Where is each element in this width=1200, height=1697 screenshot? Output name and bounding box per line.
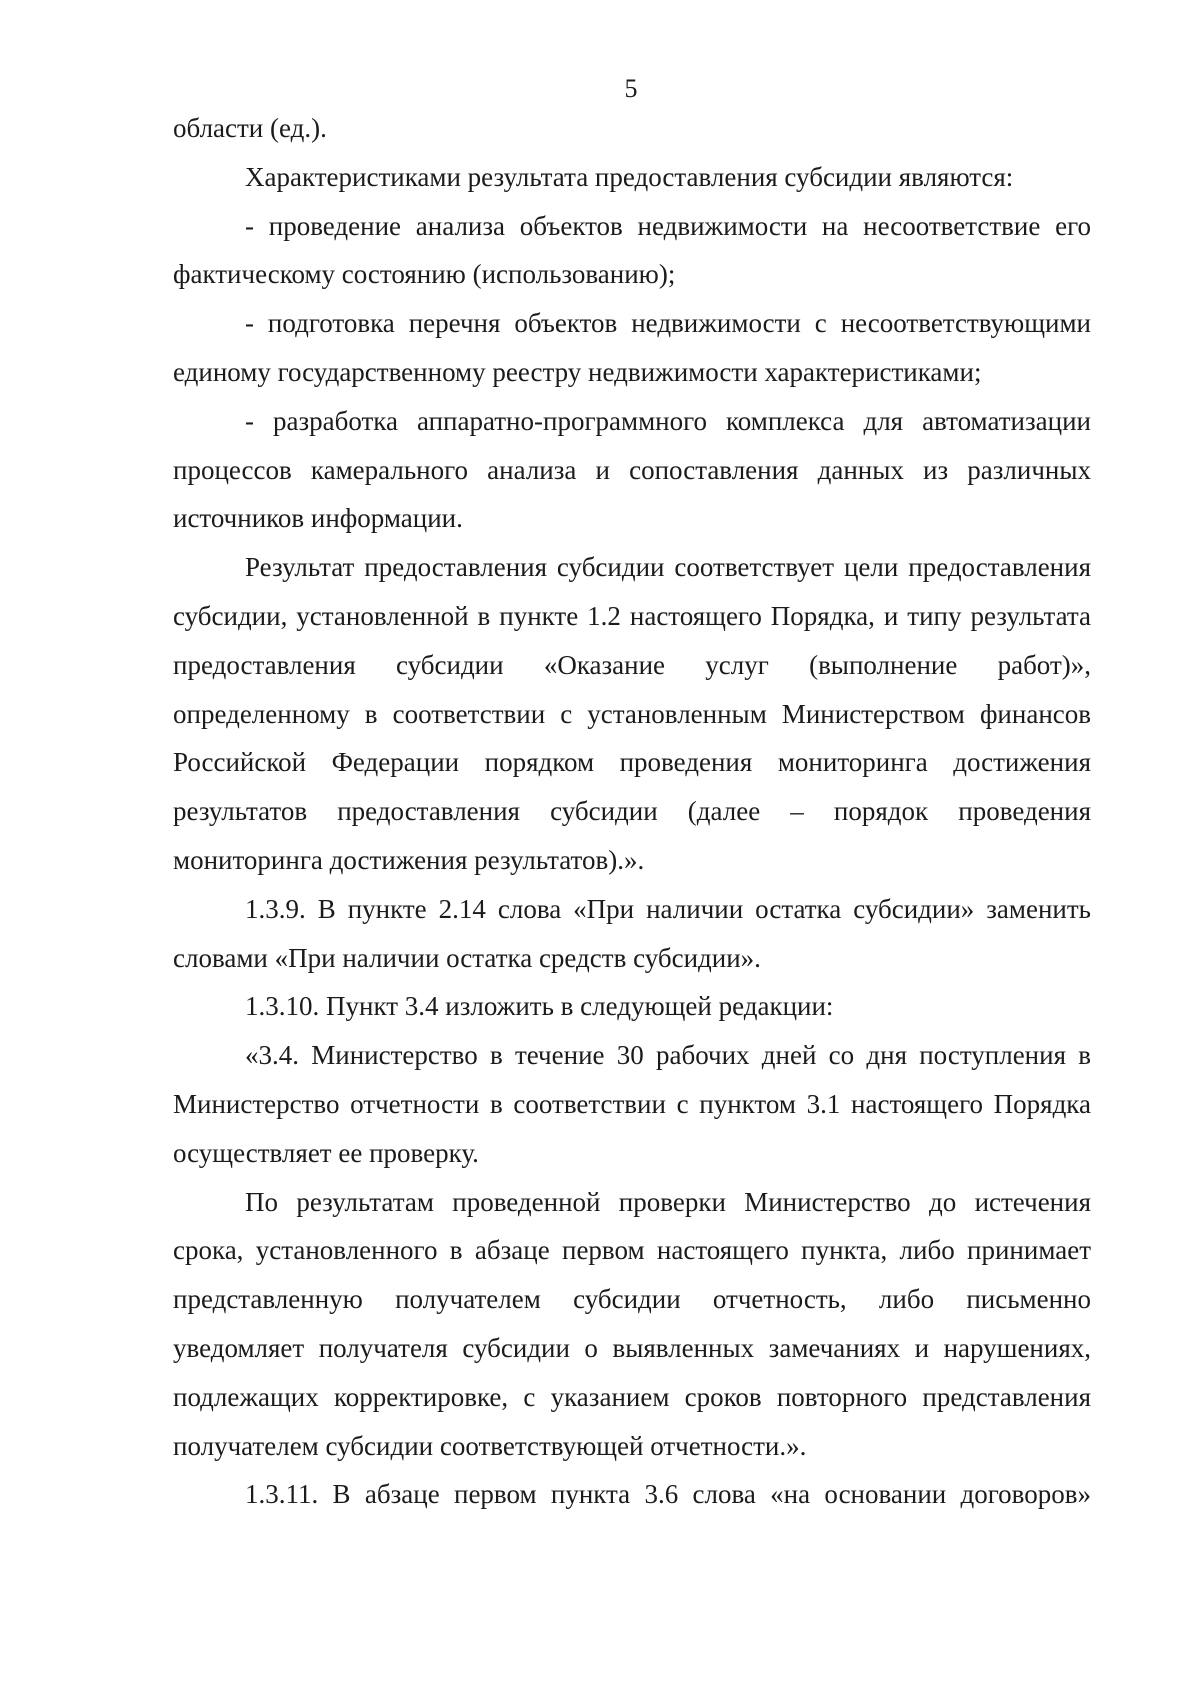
paragraph-inspection-results: По результатам проведенной проверки Министерство до истечения срока, установленного в абзаце первом настоящего пункта, либо принимает представленную получателем субсидии отчетность, либо письменно уведомляет получателя субсидии о выявленных замечаниях и нарушениях, подлежащих корректировке, с указанием сроков повторного представления получателем субсидии соответствующей отчетности.».	[173, 1186, 1091, 1461]
paragraph-bullet-software-complex: - разработка аппаратно-программного комплекса для автоматизации процессов камерального анализа и сопоставления данных из различных источников информации.	[173, 405, 1091, 534]
paragraph-1-3-10: 1.3.10. Пункт 3.4 изложить в следующей редакции:	[245, 991, 834, 1022]
paragraph-bullet-analysis: - проведение анализа объектов недвижимости на несоответствие его фактическому состоянию (использованию);	[173, 210, 1091, 290]
paragraph-result-correspondence: Результат предоставления субсидии соответствует цели предоставления субсидии, установленной в пункте 1.2 настоящего Порядка, и типу результата предоставления субсидии «Оказание услуг (выполнение работ)», определенному в соответствии с установленным Министерством финансов Российской Федерации порядком проведения мониторинга достижения результатов предоставления субсидии (далее – порядок проведения мониторинга достижения результатов).».	[173, 552, 1091, 875]
document-body	[173, 104, 1091, 1519]
paragraph-3-4: «3.4. Министерство в течение 30 рабочих дней со дня поступления в Министерство отчетности в соответствии с пунктом 3.1 настоящего Порядка осуществляет ее проверку.	[173, 1040, 1091, 1168]
paragraph-1-3-11: 1.3.11. В абзаце первом пункта 3.6 слова «на основании договоров»	[245, 1479, 1091, 1510]
paragraph-characteristics-intro: Характеристиками результата предоставления субсидии являются:	[245, 161, 1014, 192]
paragraph-continuation: области (ед.).	[173, 113, 327, 143]
paragraph-1-3-9: 1.3.9. В пункте 2.14 слова «При наличии остатка субсидии» заменить словами «При наличии остатка средств субсидии».	[173, 893, 1091, 973]
page-number: 5	[624, 74, 638, 103]
paragraph-bullet-list-preparation: - подготовка перечня объектов недвижимости с несоответствующими единому государственному реестру недвижимости характеристиками;	[173, 308, 1091, 387]
